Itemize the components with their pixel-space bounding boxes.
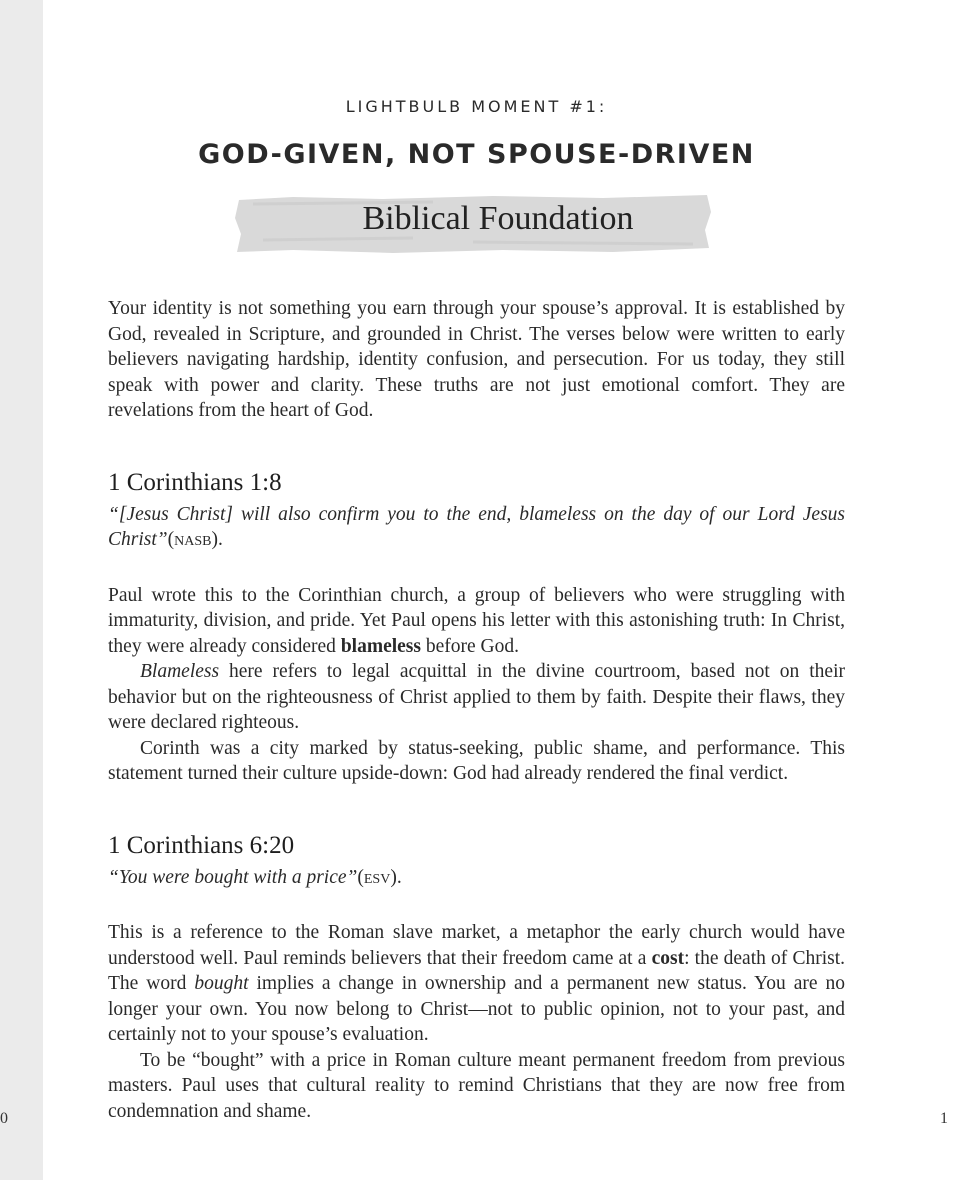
- body-paragraph: [108, 659, 845, 736]
- body-paragraph: [108, 583, 845, 660]
- verse-quote: [108, 502, 845, 553]
- bold-term: cost: [651, 947, 685, 969]
- text-run: implies a change in ownership and a permanent new status. You are no longer your own. You now belong to Christ—not to public opinion, not to your past, and certainly not to your spouse’s evaluation.: [108, 973, 845, 1045]
- verse-text: “You were bought with a price”: [108, 866, 358, 888]
- italic-term: bought: [194, 973, 249, 994]
- intro-paragraph: Your identity is not something you earn through your spouse’s approval. It is established by God, revealed in Scripture, and grounded in Christ. The verses below were written to early believers navigating hardship, identity confusion, and persecution. For us today, they still speak with power and clarity. These truths are not just emotional comfort. They are revelations from the heart of God.: [108, 298, 845, 421]
- verse-text: “[Jesus Christ] will also confirm you to the end, blameless on the day of our Lord Jesus Christ”: [108, 503, 845, 550]
- body-paragraph: [108, 920, 845, 1048]
- left-page-gutter: [0, 0, 43, 1180]
- verse-quote: [108, 865, 845, 891]
- page-body: [108, 296, 845, 1124]
- section-spacer: [108, 787, 845, 831]
- section-heading-1-corinthians-6-20: 1 Corinthians 6:20: [108, 831, 295, 859]
- right-page-number: 1: [940, 1110, 948, 1127]
- text-run: Paul wrote this to the Corinthian church, a group of believers who were struggling with immaturity, division, and pride. Yet Paul opens his letter with this astonishing truth: In Christ, they were already considered: [108, 584, 845, 657]
- text-run: : the death of Christ. The word: [108, 947, 845, 994]
- chapter-title: GOD-GIVEN, NOT SPOUSE-DRIVEN: [198, 139, 755, 170]
- body-paragraph: To be “bought” with a price in Roman culture meant permanent freedom from previous masters. Paul uses that cultural reality to remind Christians that they are now free from condemnation and shame.: [108, 1049, 845, 1122]
- italic-term: Blameless: [140, 661, 220, 682]
- bold-term: blameless: [340, 635, 421, 657]
- section-heading-1-corinthians-1-8: 1 Corinthians 1:8: [108, 468, 282, 496]
- verse-source: (nasb).: [167, 529, 223, 550]
- left-page-number: 0: [0, 1110, 8, 1127]
- text-run: This is a reference to the Roman slave market, a metaphor the early church would have understood well. Paul reminds believers that their freedom came at a: [108, 922, 845, 969]
- text-run: here refers to legal acquittal in the divine courtroom, based not on their behavior but on the righteousness of Christ applied to them by faith. Despite their flaws, they were declared righteous.: [108, 661, 845, 733]
- body-paragraph: Corinth was a city marked by status-seeking, public shame, and performance. This statement turned their culture upside-down: God had already rendered the final verdict.: [108, 737, 845, 784]
- chapter-eyebrow: LIGHTBULB MOMENT #1:: [345, 97, 608, 116]
- section-subtitle: Biblical Foundation: [362, 200, 634, 237]
- verse-source: (esv).: [357, 866, 402, 888]
- text-run: before God.: [420, 635, 519, 657]
